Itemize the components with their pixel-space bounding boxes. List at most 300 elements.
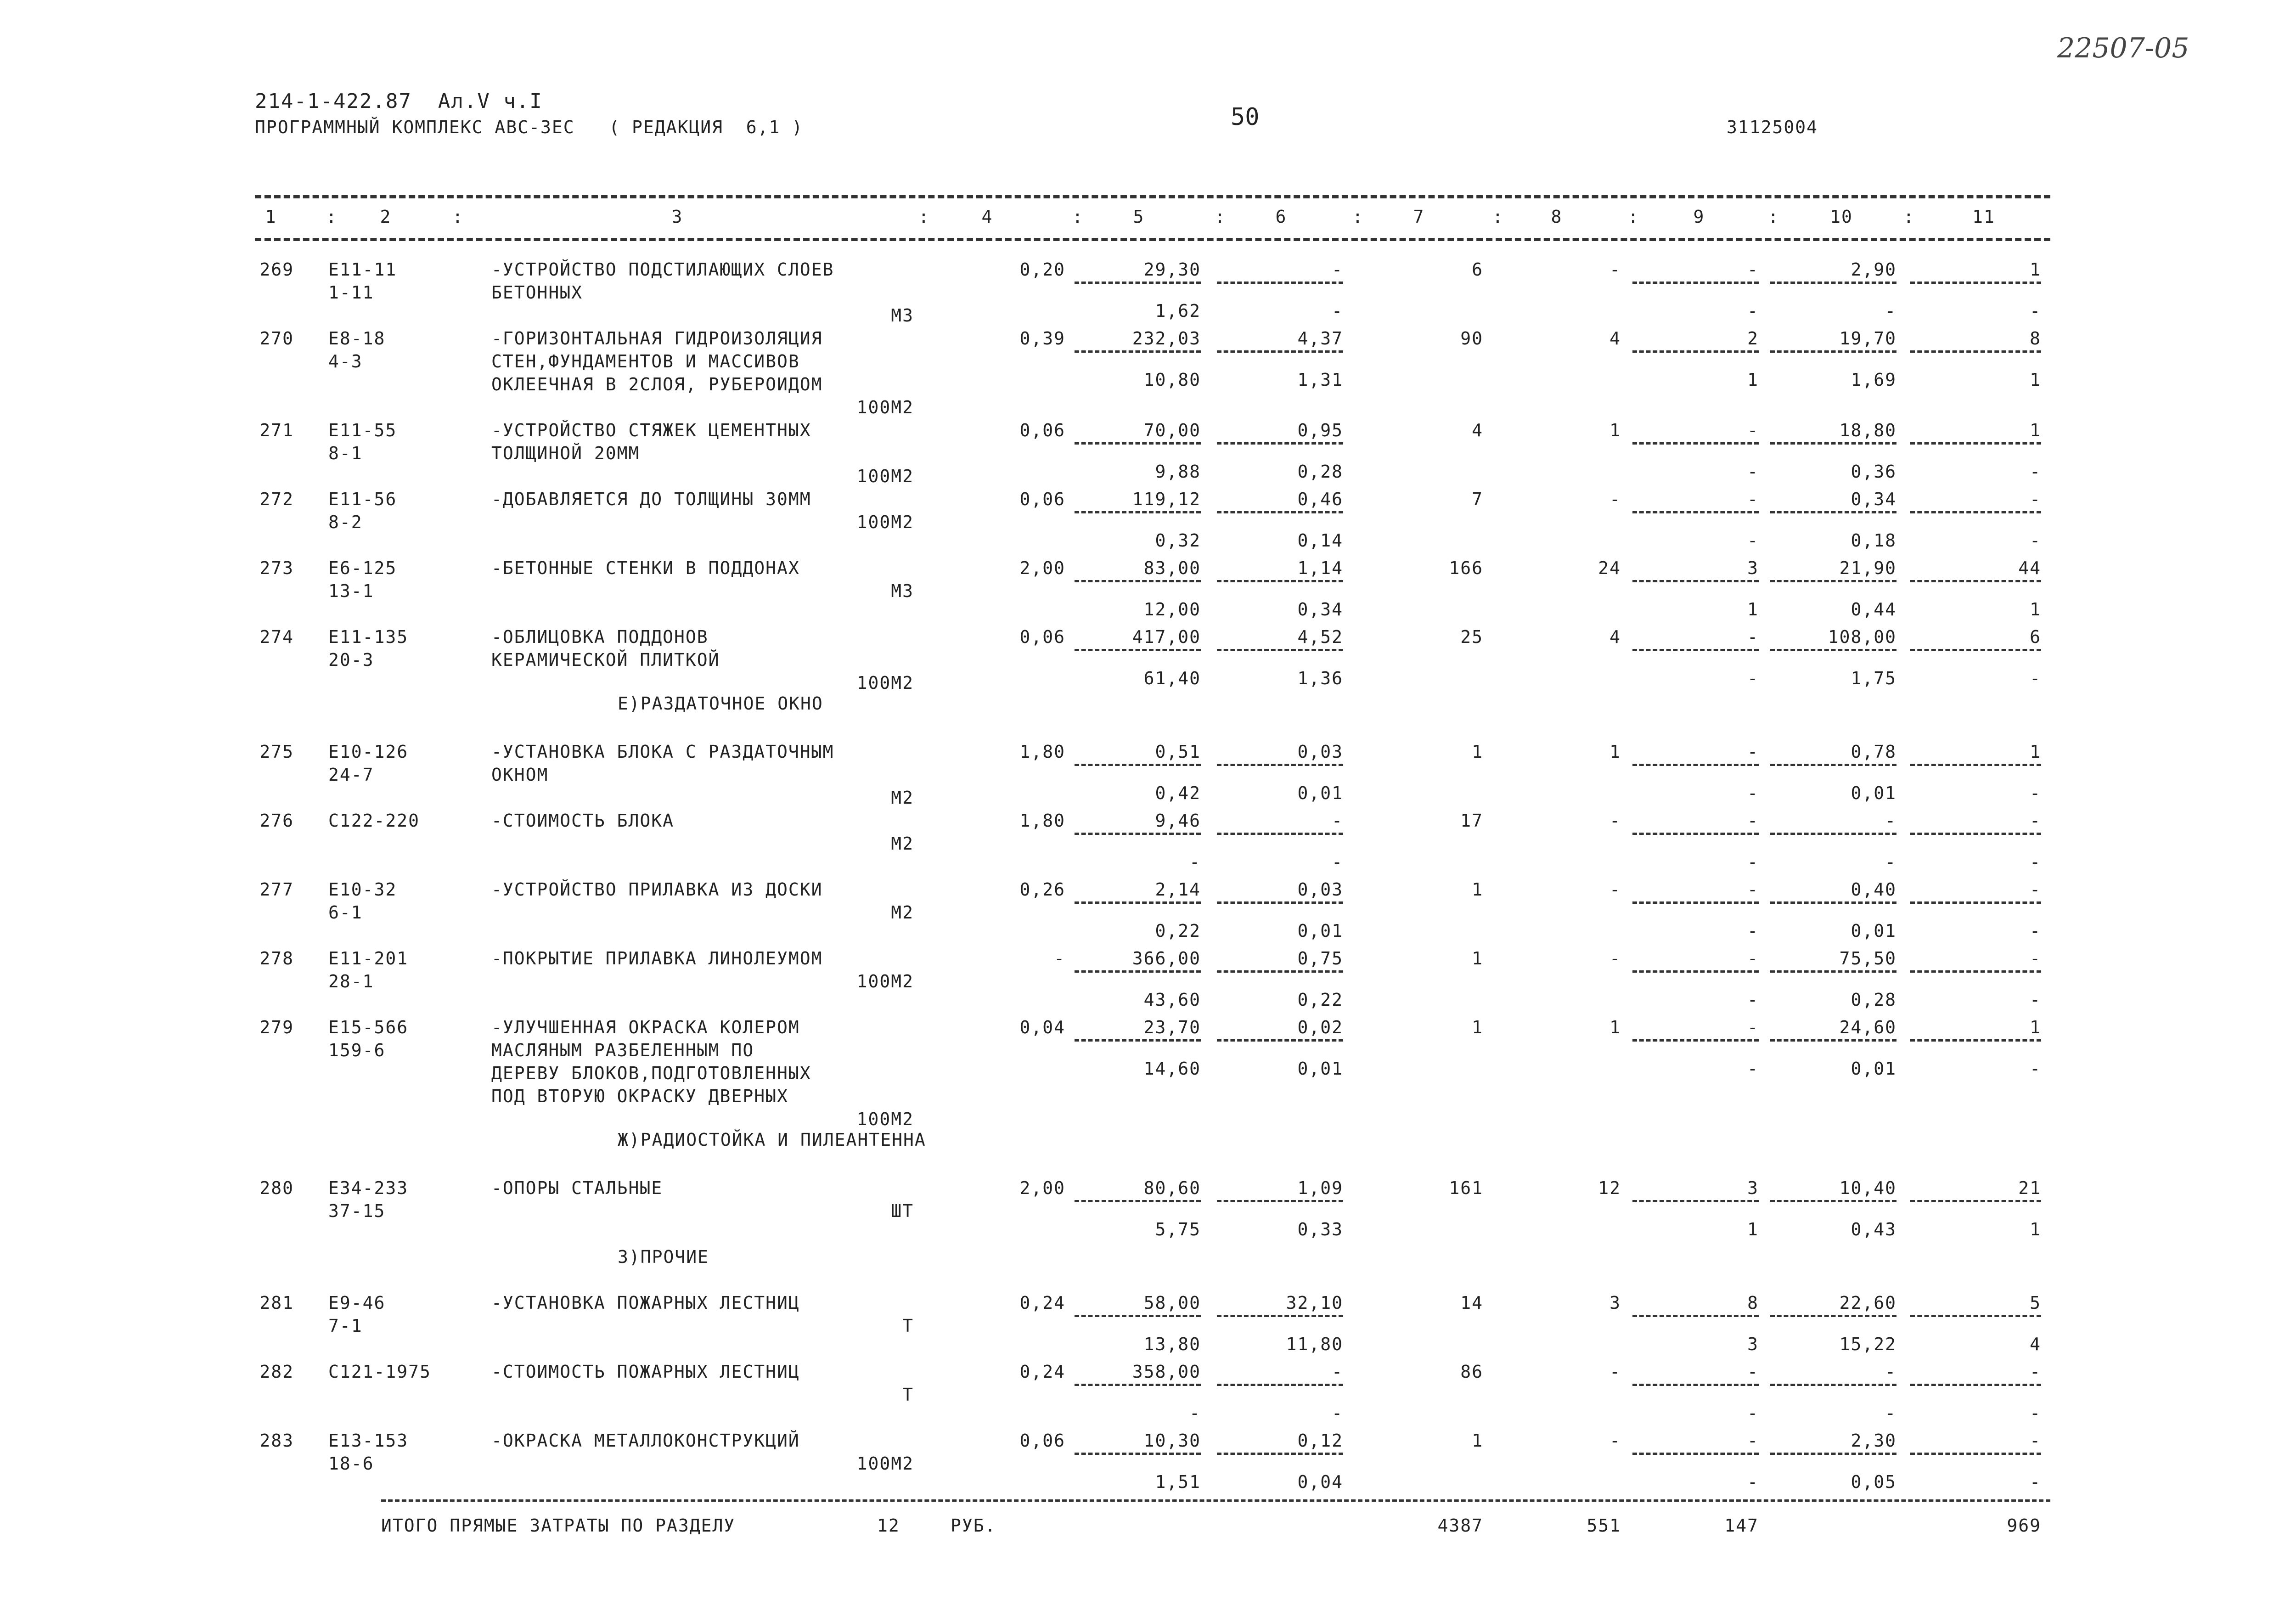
sub-rule [1632,764,1759,766]
column-separator: : [1628,207,1639,227]
col6-value: 0,03 [1297,742,1343,762]
col5-sub-value: 9,88 [1155,462,1201,482]
work-description: -УСТРОЙСТВО ПРИЛАВКА ИЗ ДОСКИ [491,879,823,900]
col10-sub-value: 0,01 [1851,783,1896,803]
column-separator: : [1492,207,1504,227]
row-number: 276 [259,811,294,831]
col9-value: - [1747,742,1759,762]
quantity: 0,04 [1019,1017,1065,1037]
sub-rule [1075,1200,1201,1202]
row-number: 274 [259,627,294,647]
col6-sub-value: 0,01 [1297,921,1343,941]
col11-sub-value: 1 [2030,370,2041,390]
work-description: -ОПОРЫ СТАЛЬНЫЕ [491,1178,663,1198]
col9-value: 8 [1747,1293,1759,1313]
work-description: -ОКРАСКА МЕТАЛЛОКОНСТРУКЦИЙ [491,1431,800,1451]
col11-sub-value: - [2030,530,2041,551]
page-number: 50 [1231,103,1260,131]
col8-value: - [1609,489,1621,509]
col5-sub-value: 61,40 [1143,668,1201,688]
col9-sub-value: 1 [1747,1219,1759,1239]
col6-sub-value: 1,36 [1297,668,1343,688]
norm-code: Е8-18 [328,328,386,349]
col11-sub-value: - [2030,668,2041,688]
col6-sub-value: - [1332,301,1343,321]
col6-value: - [1332,259,1343,280]
col6-sub-value: 1,31 [1297,370,1343,390]
col10-value: 2,90 [1851,259,1896,280]
col6-value: 4,37 [1297,328,1343,349]
sub-rule [1217,1315,1343,1317]
col5-value: 29,30 [1143,259,1201,280]
quantity: 0,06 [1019,1431,1065,1451]
col7-value: 1 [1472,879,1483,900]
work-description: МАСЛЯНЫМ РАЗБЕЛЕННЫМ ПО [491,1040,754,1060]
total-col7: 4387 [1437,1515,1483,1536]
col6-value: 0,95 [1297,420,1343,440]
col6-value: - [1332,811,1343,831]
col5-value: 232,03 [1132,328,1201,349]
col10-sub-value: - [1885,301,1896,321]
unit-of-measure: 100М2 [856,1453,914,1474]
col8-value: - [1609,948,1621,969]
col10-value: 0,40 [1851,879,1896,900]
col5-value: 83,00 [1143,558,1201,578]
col10-sub-value: 1,69 [1851,370,1896,390]
sub-rule [1217,764,1343,766]
col5-sub-value: - [1189,1403,1201,1423]
col8-value: 3 [1609,1293,1621,1313]
col10-value: 108,00 [1828,627,1896,647]
col7-value: 161 [1449,1178,1483,1198]
unit-of-measure: М2 [891,902,914,923]
sub-rule [1910,282,2041,284]
col5-sub-value: - [1189,852,1201,872]
col10-value: 18,80 [1839,420,1896,440]
norm-subcode: 1-11 [328,282,374,303]
sub-rule [1632,1315,1759,1317]
sub-rule [1910,1200,2041,1202]
work-description: -УСТАНОВКА БЛОКА С РАЗДАТОЧНЫМ [491,742,834,762]
sub-rule [1770,901,1896,904]
sub-rule [1075,282,1201,284]
sub-rule [1770,1384,1896,1386]
quantity: 0,24 [1019,1293,1065,1313]
col10-sub-value: 0,44 [1851,599,1896,620]
sub-rule [1217,580,1343,582]
col7-value: 1 [1472,742,1483,762]
col9-value: - [1747,420,1759,440]
unit-of-measure: Т [902,1316,914,1336]
col11-value: 1 [2030,1017,2041,1037]
norm-code: Е10-32 [328,879,397,900]
col6-sub-value: - [1332,1403,1343,1423]
norm-subcode: 6-1 [328,902,363,923]
sub-rule [1632,1384,1759,1386]
col6-value: 32,10 [1286,1293,1343,1313]
col5-value: 58,00 [1143,1293,1201,1313]
work-description: ПОД ВТОРУЮ ОКРАСКУ ДВЕРНЫХ [491,1086,788,1106]
work-description: -ДОБАВЛЯЕТСЯ ДО ТОЛЩИНЫ 30ММ [491,489,811,509]
col10-sub-value: 0,36 [1851,462,1896,482]
header-bottom-rule [255,238,2050,241]
col11-value: - [2030,489,2041,509]
sub-rule [1910,649,2041,651]
col5-sub-value: 10,80 [1143,370,1201,390]
sub-rule [1632,511,1759,513]
col8-value: - [1609,811,1621,831]
col6-sub-value: 0,04 [1297,1472,1343,1492]
norm-subcode: 24-7 [328,765,374,785]
col8-value: - [1609,259,1621,280]
col9-value: - [1747,259,1759,280]
col5-sub-value: 12,00 [1143,599,1201,620]
col9-value: - [1747,489,1759,509]
sub-rule [1632,442,1759,445]
norm-subcode: 28-1 [328,971,374,991]
col9-value: 3 [1747,1178,1759,1198]
total-section-number: 12 [877,1515,900,1536]
col8-value: 4 [1609,627,1621,647]
col6-value: 0,75 [1297,948,1343,969]
col10-sub-value: 0,01 [1851,1059,1896,1079]
col5-value: 9,46 [1155,811,1201,831]
col9-sub-value: - [1747,783,1759,803]
total-col8: 551 [1587,1515,1621,1536]
col9-sub-value: - [1747,990,1759,1010]
sub-rule [1217,1039,1343,1042]
sub-rule [1075,833,1201,835]
program-line: ПРОГРАММНЫЙ КОМПЛЕКС АВС-3ЕС ( РЕДАКЦИЯ 6,1 ) [255,117,804,137]
section-heading: Е)РАЗДАТОЧНОЕ ОКНО [618,693,823,714]
section-heading: Ж)РАДИОСТОЙКА И ПИЛЕАНТЕННА [618,1130,926,1150]
sub-rule [1910,511,2041,513]
total-label: ИТОГО ПРЯМЫЕ ЗАТРАТЫ ПО РАЗДЕЛУ [381,1515,736,1536]
total-col9: 147 [1724,1515,1759,1536]
col5-sub-value: 0,22 [1155,921,1201,941]
work-description: ОКЛЕЕЧНАЯ В 2СЛОЯ, РУБЕРОИДОМ [491,374,823,394]
col10-value: 2,30 [1851,1431,1896,1451]
quantity: 0,06 [1019,627,1065,647]
col7-value: 1 [1472,1431,1483,1451]
col10-value: 10,40 [1839,1178,1896,1198]
column-separator: : [1768,207,1779,227]
unit-of-measure: 100М2 [856,1109,914,1129]
row-number: 272 [259,489,294,509]
sub-rule [1632,580,1759,582]
work-description: -УСТАНОВКА ПОЖАРНЫХ ЛЕСТНИЦ [491,1293,800,1313]
sub-rule [1770,511,1896,513]
quantity: 0,06 [1019,420,1065,440]
sub-rule [1770,1453,1896,1455]
col5-value: 358,00 [1132,1362,1201,1382]
col5-value: 23,70 [1143,1017,1201,1037]
col8-value: - [1609,879,1621,900]
col10-sub-value: 0,18 [1851,530,1896,551]
col9-value: - [1747,1362,1759,1382]
col6-value: - [1332,1362,1343,1382]
row-number: 273 [259,558,294,578]
col10-value: 22,60 [1839,1293,1896,1313]
col9-sub-value: - [1747,852,1759,872]
col11-value: 8 [2030,328,2041,349]
norm-code: Е11-56 [328,489,397,509]
col10-value: 75,50 [1839,948,1896,969]
col5-value: 70,00 [1143,420,1201,440]
col6-sub-value: 0,14 [1297,530,1343,551]
sub-rule [1770,580,1896,582]
unit-of-measure: 100М2 [856,466,914,486]
col9-value: - [1747,879,1759,900]
sub-rule [1217,1384,1343,1386]
col10-value: 21,90 [1839,558,1896,578]
col7-value: 14 [1460,1293,1483,1313]
col6-sub-value: 0,28 [1297,462,1343,482]
unit-of-measure: 100М2 [856,971,914,991]
work-description: ТОЛЩИНОЙ 20ММ [491,443,640,463]
col11-value: - [2030,1431,2041,1451]
sub-rule [1910,901,2041,904]
column-number-11: 11 [1972,207,1995,227]
quantity: - [1054,948,1065,969]
norm-subcode: 159-6 [328,1040,386,1060]
row-number: 270 [259,328,294,349]
norm-code: Е34-233 [328,1178,409,1198]
col11-value: 1 [2030,742,2041,762]
col6-sub-value: 0,33 [1297,1219,1343,1239]
work-description: -СТОИМОСТЬ ПОЖАРНЫХ ЛЕСТНИЦ [491,1362,800,1382]
col9-value: - [1747,811,1759,831]
column-separator: : [326,207,338,227]
row-number: 283 [259,1431,294,1451]
row-number: 271 [259,420,294,440]
norm-subcode: 37-15 [328,1201,386,1221]
norm-code: Е11-11 [328,259,397,280]
norm-subcode: 20-3 [328,650,374,670]
col9-sub-value: - [1747,462,1759,482]
col10-sub-value: 0,01 [1851,921,1896,941]
col9-sub-value: 1 [1747,370,1759,390]
unit-of-measure: М3 [891,581,914,601]
unit-of-measure: 100М2 [856,512,914,532]
sub-rule [1770,970,1896,973]
col10-value: 24,60 [1839,1017,1896,1037]
norm-subcode: 8-1 [328,443,363,463]
col5-value: 80,60 [1143,1178,1201,1198]
col10-sub-value: - [1885,1403,1896,1423]
row-number: 282 [259,1362,294,1382]
quantity: 0,26 [1019,879,1065,900]
col6-value: 0,12 [1297,1431,1343,1451]
col11-value: - [2030,948,2041,969]
column-separator: : [918,207,930,227]
col6-sub-value: - [1332,852,1343,872]
col7-value: 1 [1472,948,1483,969]
col11-sub-value: 1 [2030,599,2041,620]
quantity: 0,20 [1019,259,1065,280]
sub-rule [1632,970,1759,973]
col9-value: - [1747,1017,1759,1037]
work-description: БЕТОННЫХ [491,282,583,303]
sub-rule [1075,901,1201,904]
col10-sub-value: 1,75 [1851,668,1896,688]
column-number-7: 7 [1413,207,1425,227]
col10-value: - [1885,1362,1896,1382]
col5-value: 10,30 [1143,1431,1201,1451]
sub-rule [1632,282,1759,284]
column-number-9: 9 [1693,207,1705,227]
sub-rule [1632,649,1759,651]
column-separator: : [1352,207,1364,227]
col11-sub-value: - [2030,301,2041,321]
quantity: 1,80 [1019,742,1065,762]
sub-rule [1770,1315,1896,1317]
col11-sub-value: - [2030,990,2041,1010]
sub-rule [1910,442,2041,445]
row-number: 275 [259,742,294,762]
col5-sub-value: 13,80 [1143,1334,1201,1354]
row-number: 278 [259,948,294,969]
quantity: 1,80 [1019,811,1065,831]
col9-value: - [1747,1431,1759,1451]
work-description: -БЕТОННЫЕ СТЕНКИ В ПОДДОНАХ [491,558,800,578]
col10-sub-value: 15,22 [1839,1334,1896,1354]
sub-rule [1770,833,1896,835]
col5-value: 366,00 [1132,948,1201,969]
col7-value: 166 [1449,558,1483,578]
col5-sub-value: 0,42 [1155,783,1201,803]
column-number-2: 2 [380,207,392,227]
column-number-1: 1 [265,207,277,227]
col5-sub-value: 5,75 [1155,1219,1201,1239]
col9-value: - [1747,948,1759,969]
sub-rule [1770,350,1896,353]
col9-sub-value: - [1747,921,1759,941]
col11-sub-value: - [2030,1059,2041,1079]
unit-of-measure: ШТ [891,1201,914,1221]
col8-value: - [1609,1431,1621,1451]
col5-sub-value: 43,60 [1143,990,1201,1010]
sub-rule [1910,970,2041,973]
row-number: 277 [259,879,294,900]
col9-sub-value: - [1747,530,1759,551]
col10-sub-value: 0,43 [1851,1219,1896,1239]
norm-code: Е9-46 [328,1293,386,1313]
quantity: 0,24 [1019,1362,1065,1382]
sub-rule [1770,649,1896,651]
col7-value: 1 [1472,1017,1483,1037]
norm-code: Е13-153 [328,1431,409,1451]
sub-rule [1910,1384,2041,1386]
norm-code: Е11-55 [328,420,397,440]
norm-subcode: 8-2 [328,512,363,532]
column-number-3: 3 [671,207,683,227]
norm-code: Е6-125 [328,558,397,578]
col8-value: 1 [1609,420,1621,440]
col11-value: 21 [2018,1178,2041,1198]
quantity: 2,00 [1019,558,1065,578]
column-number-5: 5 [1133,207,1145,227]
col6-sub-value: 0,22 [1297,990,1343,1010]
norm-code: С121-1975 [328,1362,431,1382]
col7-value: 86 [1460,1362,1483,1382]
norm-subcode: 7-1 [328,1316,363,1336]
col11-sub-value: - [2030,462,2041,482]
sub-rule [1075,511,1201,513]
unit-of-measure: 100М2 [856,397,914,417]
sub-rule [1632,1200,1759,1202]
sub-rule [1910,764,2041,766]
sub-rule [1632,350,1759,353]
col7-value: 90 [1460,328,1483,349]
sub-rule [1770,442,1896,445]
column-number-10: 10 [1830,207,1853,227]
col6-value: 1,09 [1297,1178,1343,1198]
col9-sub-value: - [1747,1472,1759,1492]
work-description: ДЕРЕВУ БЛОКОВ,ПОДГОТОВЛЕННЫХ [491,1063,811,1083]
col11-value: - [2030,1362,2041,1382]
row-number: 269 [259,259,294,280]
col8-value: 4 [1609,328,1621,349]
col5-sub-value: 0,32 [1155,530,1201,551]
total-currency: РУБ. [951,1515,996,1536]
col5-sub-value: 14,60 [1143,1059,1201,1079]
sub-rule [1910,833,2041,835]
col9-sub-value: - [1747,301,1759,321]
sub-rule [1217,649,1343,651]
col11-value: 6 [2030,627,2041,647]
sub-rule [1075,580,1201,582]
col8-value: 24 [1598,558,1621,578]
norm-subcode: 13-1 [328,581,374,601]
col6-sub-value: 0,01 [1297,1059,1343,1079]
col6-value: 4,52 [1297,627,1343,647]
col5-value: 2,14 [1155,879,1201,900]
col5-value: 119,12 [1132,489,1201,509]
col10-value: 19,70 [1839,328,1896,349]
col6-value: 1,14 [1297,558,1343,578]
sub-rule [1910,1453,2041,1455]
col10-value: 0,34 [1851,489,1896,509]
sub-rule [1075,764,1201,766]
sub-rule [1217,1200,1343,1202]
col10-value: - [1885,811,1896,831]
quantity: 0,06 [1019,489,1065,509]
work-description: -УСТРОЙСТВО СТЯЖЕК ЦЕМЕНТНЫХ [491,420,811,440]
col6-value: 0,02 [1297,1017,1343,1037]
work-description: -УЛУЧШЕННАЯ ОКРАСКА КОЛЕРОМ [491,1017,800,1037]
column-separator: : [1072,207,1084,227]
col8-value: - [1609,1362,1621,1382]
column-separator: : [1215,207,1226,227]
sub-rule [1217,350,1343,353]
col6-sub-value: 0,01 [1297,783,1343,803]
sub-rule [1770,1039,1896,1042]
col9-value: 2 [1747,328,1759,349]
col8-value: 1 [1609,1017,1621,1037]
sub-rule [1075,1384,1201,1386]
col8-value: 12 [1598,1178,1621,1198]
norm-subcode: 4-3 [328,351,363,372]
quantity: 2,00 [1019,1178,1065,1198]
col5-value: 417,00 [1132,627,1201,647]
table-top-rule [255,195,2050,198]
col8-value: 1 [1609,742,1621,762]
total-rule [381,1499,2050,1502]
col11-sub-value: - [2030,1403,2041,1423]
sub-rule [1217,282,1343,284]
col11-sub-value: - [2030,852,2041,872]
